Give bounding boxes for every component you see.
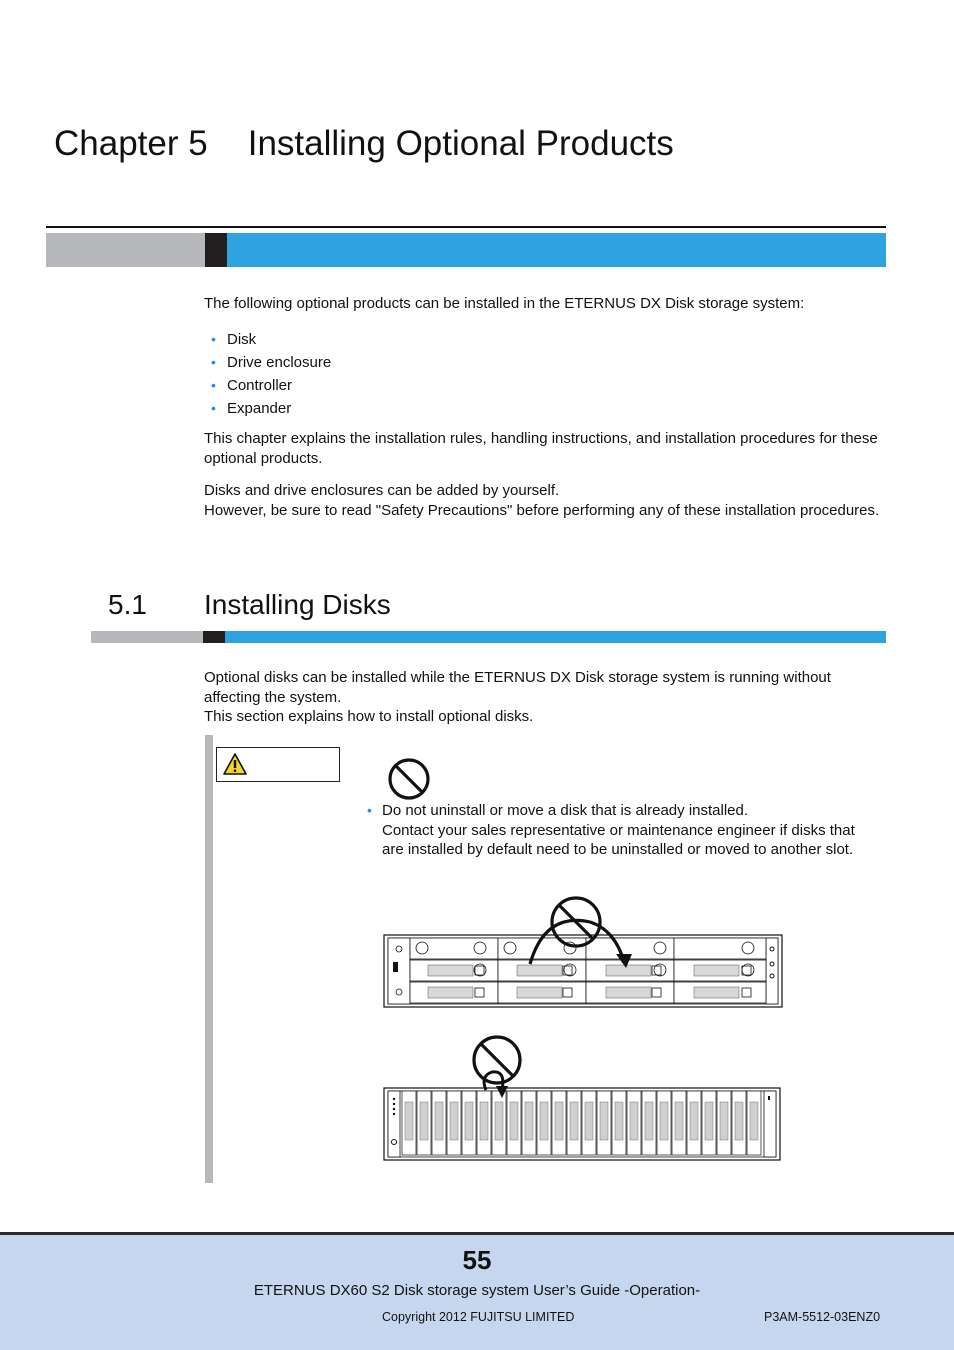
caution-item: • Do not uninstall or move a disk that is already installed. Contact your sales representative or maintenance engineer if disks that are installed by default need to be uninstalled or moved to another slot. [367, 801, 867, 860]
section-bar-grey [91, 631, 203, 643]
warning-triangle-icon [223, 753, 247, 775]
chapter-title: Installing Optional Products [247, 124, 674, 163]
caution-side-bar [205, 735, 213, 1183]
intro-lead: The following optional products can be installed in the ETERNUS DX Disk storage system: [204, 295, 805, 312]
section-paragraph: Optional disks can be installed while the ETERNUS DX Disk storage system is running without affecting the system. This section explains how to install optional disks. [204, 669, 831, 725]
section-bar-blue [225, 631, 886, 643]
copyright-text: Copyright 2012 FUJITSU LIMITED [382, 1310, 575, 1324]
chapter-heading [54, 122, 674, 166]
prohibition-icon [474, 1037, 520, 1083]
caution-label-box [216, 747, 340, 782]
list-item: • Expander [211, 400, 292, 417]
document-code: P3AM-5512-03ENZ0 [764, 1310, 881, 1324]
intro-paragraph-2: This chapter explains the installation rules, handling instructions, and installation procedures for these optional products. [204, 430, 878, 467]
document-title: ETERNUS DX60 S2 Disk storage system User’s Guide -Operation- [253, 1282, 701, 1299]
section-title: Installing Disks [204, 589, 391, 620]
enclosure-2-5-inch-illustration [380, 1034, 786, 1166]
enclosure-3-5-inch-illustration [380, 892, 786, 1014]
list-item: • Drive enclosure [211, 354, 332, 371]
chapter-bar-blue [227, 233, 886, 267]
chapter-bar-dark [205, 233, 227, 267]
section-number: 5.1 [108, 589, 147, 620]
intro-paragraph-3: Disks and drive enclosures can be added by yourself. However, be sure to read "Safety Precautions" before performing any of these installation procedures. [204, 482, 880, 519]
section-bar-dark [203, 631, 225, 643]
caution-line-2: Contact your sales representative or maintenance engineer if disks that are installed by default need to be uninstalled or moved to another slot. [382, 821, 855, 858]
prohibition-icon [386, 758, 432, 800]
product-list [211, 328, 331, 420]
chapter-label: Chapter 5 [54, 124, 208, 163]
list-item: • Disk [211, 331, 257, 348]
list-item: • Controller [211, 377, 293, 394]
chapter-bar-grey [46, 233, 205, 267]
chapter-rule [46, 226, 886, 228]
caution-line-1: Do not uninstall or move a disk that is already installed. [382, 802, 749, 819]
page-number: 55 [462, 1245, 492, 1275]
